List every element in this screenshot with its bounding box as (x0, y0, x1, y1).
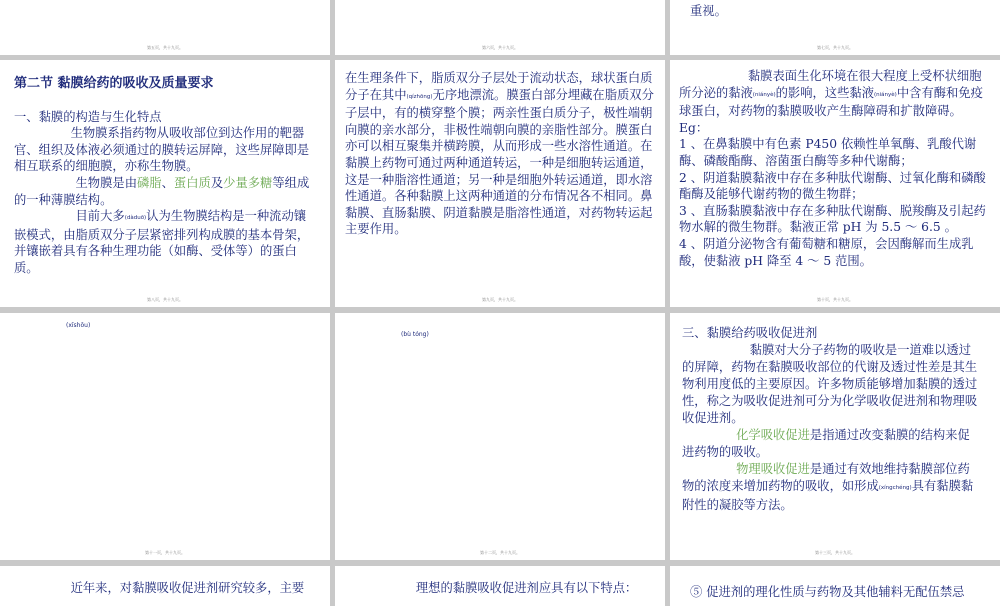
paragraph: ⑤ 促进剂的理化性质与药物及其他辅料无配伍禁忌 (690, 585, 965, 599)
pinyin-annotation: (bù tóng) (401, 331, 429, 338)
paragraph: 理想的黏膜吸收促进剂应具有以下特点： (415, 581, 638, 595)
slide-page-11[interactable] (0, 313, 330, 560)
slide-page-7[interactable] (670, 0, 1000, 55)
paragraph: 物理吸收促进是通过有效地维持黏膜部位药物的浓度来增加药物的吸收，如形成(xíngchéng)具有黏膜黏附性的凝胶等方法。 (682, 462, 974, 512)
slide-footer: 第七页，共十九页。 (817, 45, 853, 50)
section-title: 三、黏膜给药吸收促进剂 (682, 326, 818, 340)
slide-page-9[interactable] (335, 60, 665, 307)
pinyin-annotation: (niányè) (874, 91, 897, 98)
slide-footer: 第六页，共十九页。 (482, 45, 518, 50)
paragraph: 在生理条件下，脂质双分子层处于流动状态，球状蛋白质分子在其中(qízhōng)无序地漂流。膜蛋白部分埋藏在脂质双分子层中，有的横穿整个膜；两亲性蛋白质分子，极性端朝向膜的亲水部分，非极性端朝向膜的亲脂性部分。膜蛋白亦可以相互聚集并横跨膜，从而形成一些水溶性通道。在黏膜上药物可通过两种通道转运，一种是细胞转运通道，这是一种脂溶性通道；另一种是细胞外转运通道，即水溶性通道。各种黏膜上这两种通道的分布情况各不相同。鼻黏膜、直肠黏膜、阴道黏膜是脂溶性通道，对药物转运起主要作用。 (345, 71, 654, 237)
slide-footer: 第十页，共十九页。 (817, 297, 853, 302)
slide-page-5[interactable] (0, 0, 330, 55)
slide-page-16[interactable] (670, 566, 1000, 606)
slide-content (345, 70, 657, 238)
highlight-polysaccharide: 少量多糖 (223, 175, 273, 190)
pinyin-annotation: (xīshōu) (66, 322, 91, 329)
highlight-physical-enhancer: 物理吸收促进 (736, 462, 810, 476)
paragraph: 黏膜对大分子药物的吸收是一道难以透过的屏障，药物在黏膜吸收部位的代谢及透过性差是其生物利用度低的主要原因。许多物质能够增加黏膜的透过性，称之为吸收促进剂可分为化学吸收促进剂和物理吸收促进剂。 (682, 343, 978, 425)
list-item: 2 、阴道黏膜黏液中存在多种肽代谢酶、过氧化酶和磷酸酯酶及能够代谢药物的微生物群； (679, 170, 986, 202)
subsection-heading: 一、黏膜的构造与生化特点 (14, 109, 162, 124)
slide-footer: 第十三页，共十九页。 (815, 550, 855, 555)
paragraph: 生物膜是由磷脂、蛋白质及少量多糖等组成的一种薄膜结构。 (14, 175, 310, 207)
list-item: 4 、阴道分泌物含有葡萄糖和糖原，会因酶解而生成乳酸，使黏液 pH 降至 4 ～ 5 范围。 (679, 236, 974, 268)
paragraph: 黏膜表面生化环境在很大程度上受杯状细胞所分泌的黏液(niányè)的影响，这些黏液(niányè)中含有酶和免疫球蛋白，对药物的黏膜吸收产生酶障碍和扩散障碍。 Eg： (679, 69, 983, 135)
paragraph: 目前大多(dàduō)认为生物膜结构是一种流动镶嵌模式，由脂质双分子层紧密排列构成膜的基本骨架，并镶嵌着具有各种生理功能（如酶、受体等）的蛋白质。 (14, 209, 310, 275)
section-title: 第二节 黏膜给药的吸收及质量要求 (14, 76, 214, 91)
pinyin-annotation: (qízhōng) (406, 93, 433, 100)
paragraph: 生物膜系指药物从吸收部位到达作用的靶器官、组织及体液必须通过的膜转运屏障，这些屏障即是相互联系的细胞膜，亦称生物膜。 (14, 126, 310, 174)
slide-text: 重视。 (690, 4, 727, 18)
slide-footer: 第九页，共十九页。 (482, 297, 518, 302)
slide-content (679, 68, 993, 269)
highlight-phospholipid: 磷脂 (137, 175, 162, 190)
paragraph: 近年来，对黏膜吸收促进剂研究较多，主要 (70, 581, 305, 595)
highlight-chemical-enhancer: 化学吸收促进 (736, 428, 810, 442)
list-item: 3 、直肠黏膜黏液中存在多种肽代谢酶、脱羧酶及引起药物水解的微生物群。黏液正常 pH 为 5.5 ～ 6.5 。 (679, 203, 986, 235)
pinyin-annotation: (dàduō) (124, 215, 147, 222)
pinyin-annotation: (xíngchéng) (878, 485, 912, 491)
list-item: 1 、在鼻黏膜中有色素 P450 依赖性单氧酶、乳酸代谢酶、磷酸酯酶、溶菌蛋白酶等多种代谢酶； (679, 137, 977, 168)
slide-page-12[interactable] (335, 313, 665, 560)
slide-page-6[interactable] (335, 0, 665, 55)
paragraph: 化学吸收促进是指通过改变黏膜的结构来促进药物的吸收。 (682, 428, 970, 459)
pinyin-annotation: (niányè) (752, 91, 776, 98)
slide-content (682, 325, 982, 514)
slide-page-14[interactable] (0, 566, 330, 606)
slide-page-10[interactable] (670, 60, 1000, 307)
slide-footer: 第十二页，共十九页。 (480, 550, 520, 555)
slide-content (14, 76, 318, 277)
slide-page-15[interactable] (335, 566, 665, 606)
slide-footer: 第八页，共十九页。 (147, 297, 183, 302)
slide-footer: 第十一页，共十九页。 (145, 550, 185, 555)
slide-footer: 第五页，共十九页。 (147, 45, 183, 50)
highlight-protein: 蛋白质 (173, 175, 211, 190)
slide-page-8[interactable] (0, 60, 330, 307)
slide-page-13[interactable] (670, 313, 1000, 560)
